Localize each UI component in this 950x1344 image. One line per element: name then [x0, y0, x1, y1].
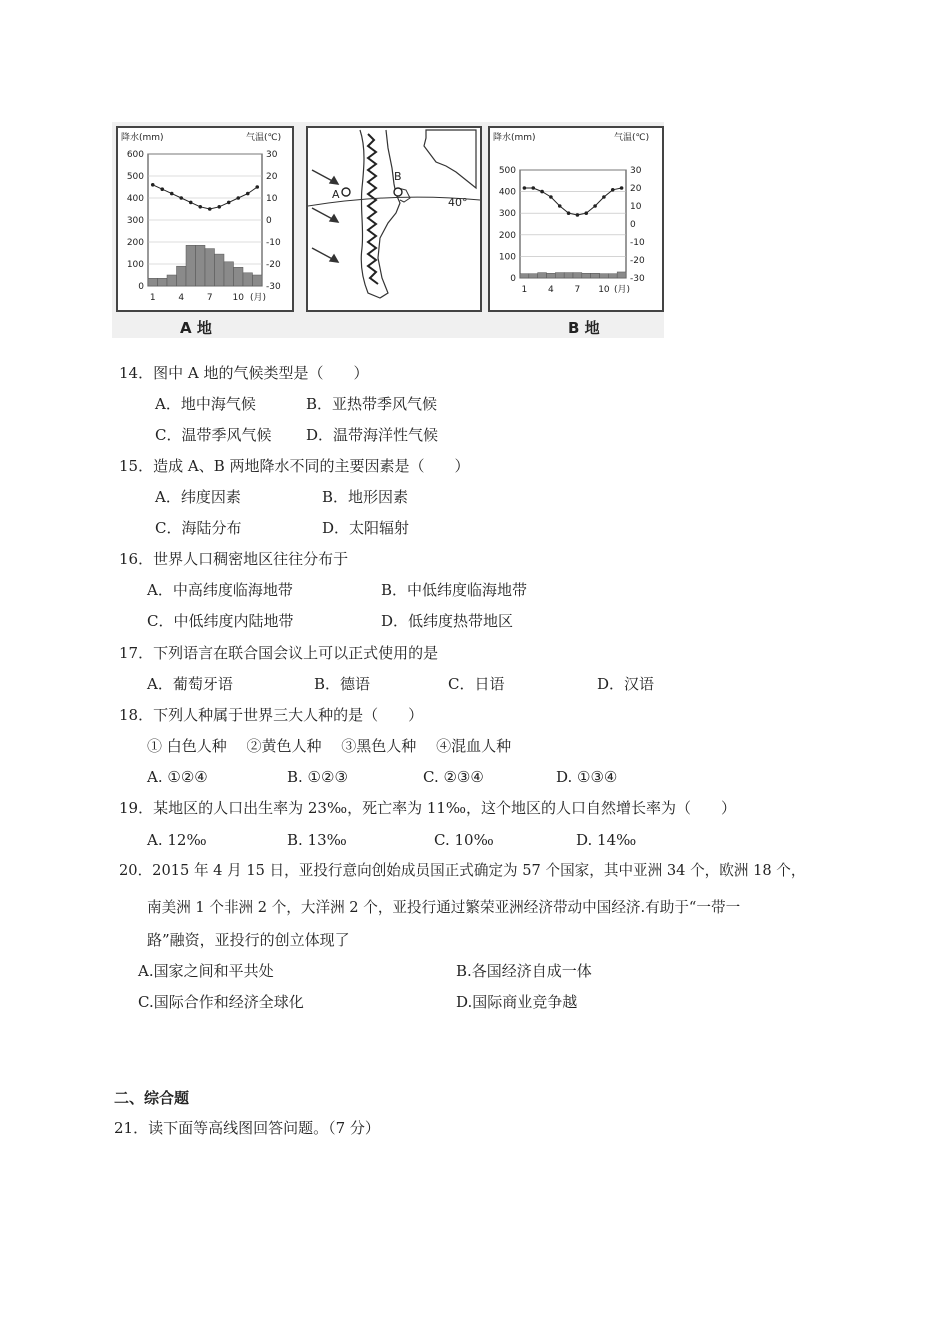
question-18: 18．下列人种属于世界三大人种的是（ ） — [119, 706, 424, 724]
map-label-b: B — [394, 170, 402, 183]
q20-option-b[interactable]: B.各国经济自成一体 — [456, 962, 592, 980]
q19-option-c[interactable]: C. 10‰ — [434, 831, 494, 849]
a-temp-point — [227, 201, 231, 205]
b-temp-line — [524, 188, 621, 215]
question-21: 21．读下面等高线图回答问题。（7 分） — [114, 1119, 380, 1137]
q19-option-b[interactable]: B. 13‰ — [287, 831, 347, 849]
b-precip-tick: 100 — [498, 252, 516, 263]
chart-b-temp-title: 气温(℃) — [614, 133, 650, 143]
b-precip-bar — [547, 273, 556, 278]
b-precip-bar — [564, 273, 573, 278]
q17-option-d[interactable]: D．汉语 — [597, 675, 655, 693]
question-16: 16．世界人口稠密地区往往分布于 — [119, 550, 349, 568]
b-precip-bar — [555, 273, 564, 278]
a-precip-tick: 100 — [126, 260, 144, 270]
q15-option-d[interactable]: D．太阳辐射 — [322, 519, 410, 537]
a-precip-bar — [234, 267, 244, 286]
b-temp-point — [531, 186, 535, 190]
a-x-tick: 1 — [149, 293, 156, 303]
b-temp-point — [602, 195, 606, 199]
b-x-tick: (月) — [613, 285, 631, 295]
climate-chart-b — [488, 126, 664, 312]
a-precip-bar — [158, 278, 168, 286]
q16-option-b[interactable]: B．中低纬度临海地带 — [381, 581, 528, 599]
a-precip-bar — [167, 275, 177, 286]
question-20-line-1: 20．2015 年 4 月 15 日，亚投行意向创始成员国正式确定为 57 个国家，其中亚洲 34 个，欧洲 18 个， — [119, 862, 806, 879]
a-temp-point — [170, 192, 174, 196]
q18-items: ① 白色人种 ②黄色人种 ③黑色人种 ④混血人种 — [147, 737, 512, 755]
b-temp-point — [611, 188, 615, 192]
b-precip-bar — [617, 272, 626, 278]
a-x-tick: (月) — [249, 293, 267, 303]
b-temp-tick: -30 — [630, 274, 645, 284]
a-x-tick: 4 — [178, 293, 185, 303]
question-14: 14．图中 A 地的气候类型是（ ） — [119, 364, 369, 382]
b-precip-tick: 0 — [510, 274, 516, 284]
a-precip-tick: 500 — [126, 172, 144, 182]
a-precip-bar — [224, 262, 234, 286]
b-temp-tick: -20 — [630, 256, 645, 266]
q20-option-c[interactable]: C.国际合作和经济全球化 — [138, 993, 304, 1011]
q18-option-a[interactable]: A. ①②④ — [147, 768, 208, 786]
question-20-line-2: 南美洲 1 个非洲 2 个，大洋洲 2 个，亚投行通过繁荣亚洲经济带动中国经济.有助于“一带一 — [147, 899, 741, 916]
b-x-tick: 10 — [598, 285, 610, 295]
q16-option-d[interactable]: D．低纬度热带地区 — [381, 612, 514, 630]
caption-b: B 地 — [568, 319, 600, 337]
b-temp-tick: -10 — [630, 238, 645, 248]
q15-option-b[interactable]: B．地形因素 — [322, 488, 409, 506]
b-temp-point — [523, 186, 527, 190]
b-precip-bar — [573, 273, 582, 278]
q14-option-b[interactable]: B．亚热带季风气候 — [306, 395, 438, 413]
a-temp-tick: 0 — [266, 216, 272, 226]
q16-option-c[interactable]: C．中低纬度内陆地带 — [147, 612, 294, 630]
a-temp-point — [179, 196, 183, 200]
b-temp-point — [576, 213, 580, 217]
b-precip-bar — [600, 274, 609, 278]
a-temp-point — [236, 196, 240, 200]
b-temp-point — [620, 186, 624, 190]
q18-option-d[interactable]: D. ①③④ — [556, 768, 618, 786]
a-temp-tick: 30 — [266, 150, 278, 160]
a-precip-tick: 300 — [126, 216, 144, 226]
question-17: 17．下列语言在联合国会议上可以正式使用的是 — [119, 644, 439, 662]
b-precip-bar — [582, 273, 591, 278]
a-x-tick: 7 — [206, 293, 213, 303]
climate-figure — [112, 122, 664, 338]
a-temp-point — [151, 183, 155, 187]
b-temp-tick: 30 — [630, 166, 642, 176]
b-temp-point — [540, 190, 544, 194]
south-america-map — [306, 126, 482, 312]
question-19: 19．某地区的人口出生率为 23‰，死亡率为 11‰，这个地区的人口自然增长率为（ ） — [119, 799, 737, 817]
a-precip-bar — [243, 273, 253, 286]
q17-option-c[interactable]: C．日语 — [448, 675, 505, 693]
question-15: 15．造成 A、B 两地降水不同的主要因素是（ ） — [119, 457, 470, 475]
q19-option-a[interactable]: A. 12‰ — [147, 831, 207, 849]
q19-option-d[interactable]: D. 14‰ — [576, 831, 637, 849]
q14-option-d[interactable]: D．温带海洋性气候 — [306, 426, 439, 444]
b-temp-tick: 10 — [630, 202, 642, 212]
a-temp-tick: -30 — [266, 282, 281, 292]
b-x-tick: 4 — [548, 285, 554, 295]
b-plot-frame — [520, 170, 626, 278]
b-x-tick: 1 — [521, 285, 528, 295]
b-temp-point — [567, 211, 571, 215]
map-latitude-label: 40° — [448, 196, 468, 209]
b-precip-bar — [608, 274, 617, 278]
b-x-tick: 7 — [574, 285, 581, 295]
q18-option-c[interactable]: C. ②③④ — [423, 768, 484, 786]
a-precip-tick: 0 — [138, 282, 144, 292]
b-temp-tick: 20 — [630, 184, 642, 194]
b-precip-tick: 300 — [498, 209, 516, 220]
a-precip-bar — [215, 254, 225, 286]
a-precip-tick: 600 — [126, 150, 144, 160]
q15-option-a[interactable]: A．纬度因素 — [155, 488, 241, 506]
q20-option-a[interactable]: A.国家之间和平共处 — [138, 962, 274, 980]
b-temp-point — [584, 211, 588, 215]
a-temp-point — [255, 185, 259, 189]
b-precip-tick: 200 — [498, 230, 516, 241]
a-temp-point — [198, 205, 202, 209]
map-label-a: A — [332, 188, 340, 201]
a-precip-tick: 200 — [126, 238, 144, 248]
a-temp-tick: -20 — [266, 260, 281, 270]
q16-option-a[interactable]: A．中高纬度临海地带 — [147, 581, 293, 599]
question-20-line-3: 路”融资，亚投行的创立体现了 — [147, 931, 350, 949]
q14-option-a[interactable]: A．地中海气候 — [155, 395, 256, 413]
section-title: 二、综合题 — [114, 1089, 190, 1107]
a-temp-tick: -10 — [266, 238, 281, 248]
q20-option-d[interactable]: D.国际商业竞争越 — [456, 993, 578, 1011]
q18-option-b[interactable]: B. ①②③ — [287, 768, 348, 786]
a-temp-point — [246, 192, 250, 196]
b-precip-tick: 500 — [498, 166, 516, 176]
a-precip-bar — [177, 266, 187, 286]
b-precip-bar — [529, 274, 538, 278]
a-temp-tick: 10 — [266, 194, 278, 204]
q17-option-b[interactable]: B．德语 — [314, 675, 371, 693]
a-precip-bar — [186, 245, 196, 286]
b-precip-bar — [520, 274, 529, 278]
a-x-tick: 10 — [232, 293, 244, 303]
b-temp-point — [593, 204, 597, 208]
caption-a: A 地 — [180, 319, 212, 337]
a-temp-tick: 20 — [266, 172, 278, 182]
a-precip-tick: 400 — [126, 194, 144, 204]
b-temp-point — [558, 204, 562, 208]
chart-a-temp-title: 气温(℃) — [246, 133, 282, 143]
q14-option-c[interactable]: C．温带季风气候 — [155, 426, 272, 444]
q15-option-c[interactable]: C．海陆分布 — [155, 519, 242, 537]
b-temp-point — [549, 195, 553, 199]
a-precip-bar — [196, 245, 206, 286]
climate-chart-a — [116, 126, 294, 312]
a-precip-bar — [148, 278, 158, 286]
b-temp-tick: 0 — [630, 220, 636, 230]
chart-a-precip-title: 降水(mm) — [121, 133, 164, 143]
chart-b-precip-title: 降水(mm) — [493, 133, 536, 143]
a-precip-bar — [205, 249, 215, 286]
a-precip-bar — [253, 275, 263, 286]
a-temp-point — [189, 201, 193, 205]
b-precip-bar — [591, 273, 600, 278]
a-temp-point — [217, 205, 221, 209]
b-precip-bar — [538, 273, 547, 278]
b-precip-tick: 400 — [498, 187, 516, 198]
a-temp-point — [160, 187, 164, 191]
a-temp-point — [208, 207, 212, 211]
q17-option-a[interactable]: A．葡萄牙语 — [147, 675, 233, 693]
a-temp-line — [153, 185, 258, 209]
